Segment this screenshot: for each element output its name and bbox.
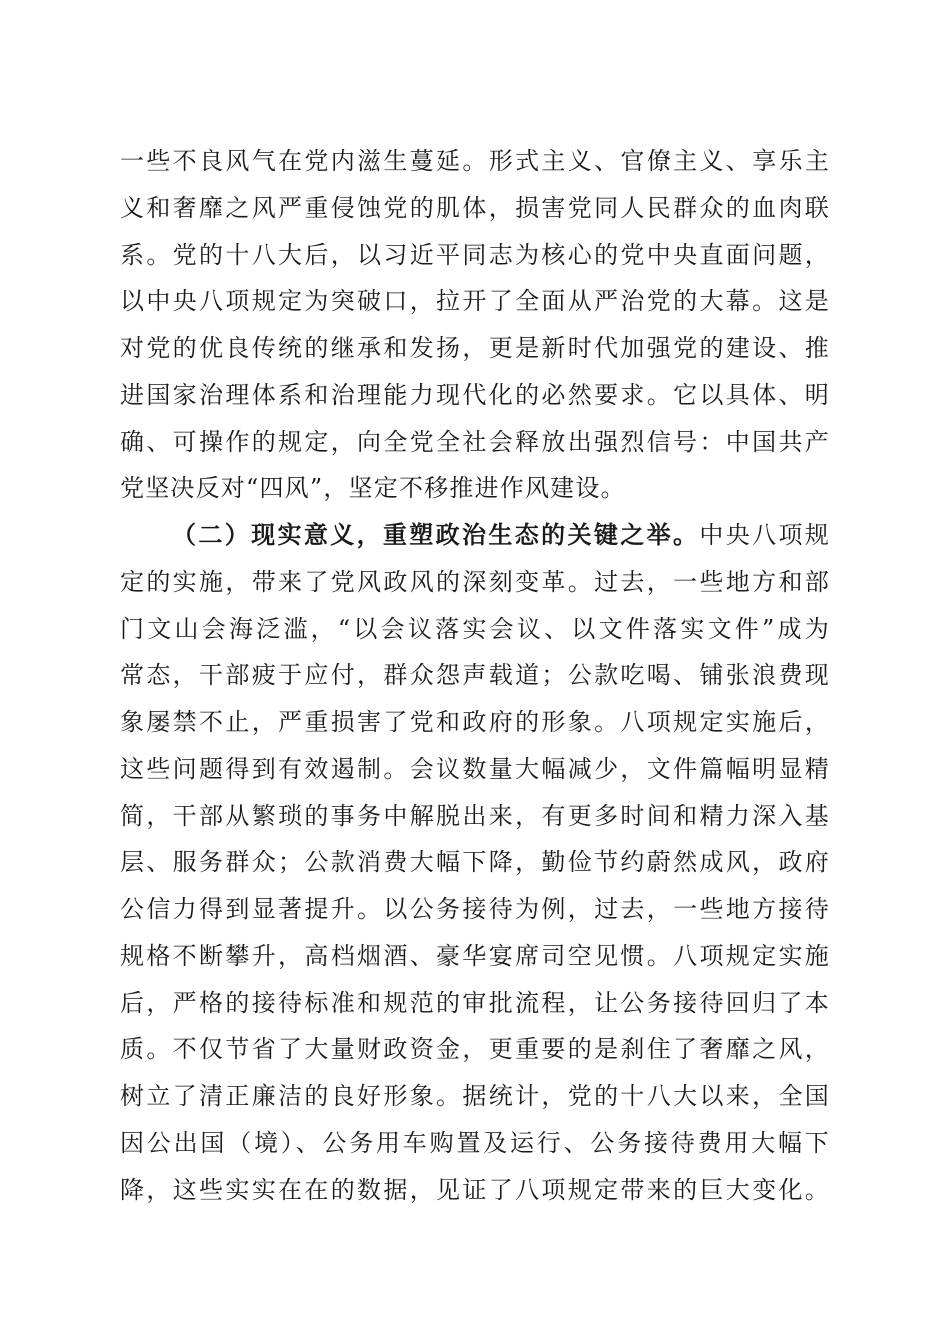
paragraph-line: 定的实施，带来了党风政风的深刻变革。过去，一些地方和部 bbox=[120, 568, 830, 596]
paragraph-line: 系。党的十八大后，以习近平同志为核心的党中央直面问题， bbox=[120, 241, 830, 269]
paragraph-line: 确、可操作的规定，向全党全社会释放出强烈信号：中国共产 bbox=[120, 428, 830, 456]
paragraph-line: 党坚决反对“四风”，坚定不移推进作风建设。 bbox=[120, 474, 626, 502]
paragraph-line: 这些问题得到有效遏制。会议数量大幅减少，文件篇幅明显精 bbox=[120, 755, 830, 783]
paragraph-line: 公信力得到显著提升。以公务接待为例，过去，一些地方接待 bbox=[120, 895, 830, 923]
paragraph-line: 一些不良风气在党内滋生蔓延。形式主义、官僚主义、享乐主 bbox=[120, 147, 830, 175]
paragraph-line: 象屡禁不止，严重损害了党和政府的形象。八项规定实施后， bbox=[120, 708, 830, 736]
paragraph-line: 后，严格的接待标准和规范的审批流程，让公务接待回归了本 bbox=[120, 989, 830, 1017]
paragraph-line: 因公出国（境）、公务用车购置及运行、公务接待费用大幅下 bbox=[120, 1129, 830, 1157]
paragraph-line: 以中央八项规定为突破口，拉开了全面从严治党的大幕。这是 bbox=[120, 287, 830, 315]
paragraph-line: 简，干部从繁琐的事务中解脱出来，有更多时间和精力深入基 bbox=[120, 802, 830, 830]
paragraph-line: 层、服务群众；公款消费大幅下降，勤俭节约蔚然成风，政府 bbox=[120, 848, 830, 876]
paragraph-line: 降，这些实实在在的数据，见证了八项规定带来的巨大变化。 bbox=[120, 1176, 830, 1204]
paragraph-line: 常态，干部疲于应付，群众怨声载道；公款吃喝、铺张浪费现 bbox=[120, 661, 830, 689]
paragraph-line: 质。不仅节省了大量财政资金，更重要的是刹住了奢靡之风， bbox=[120, 1035, 830, 1063]
first-line-text: 中央八项规 bbox=[699, 521, 831, 549]
section-heading: （二）现实意义，重塑政治生态的关键之举。 bbox=[172, 520, 700, 549]
paragraph-line: 义和奢靡之风严重侵蚀党的肌体，损害党同人民群众的血肉联 bbox=[120, 194, 830, 222]
paragraph-line: 规格不断攀升，高档烟酒、豪华宴席司空见惯。八项规定实施 bbox=[120, 942, 830, 970]
paragraph-line: 对党的优良传统的继承和发扬，更是新时代加强党的建设、推 bbox=[120, 334, 830, 362]
paragraph-line: 门文山会海泛滥，“以会议落实会议、以文件落实文件”成为 bbox=[120, 615, 830, 643]
paragraph-line: 进国家治理体系和治理能力现代化的必然要求。它以具体、明 bbox=[120, 381, 830, 409]
paragraph-line: 树立了清正廉洁的良好形象。据统计，党的十八大以来，全国 bbox=[120, 1082, 830, 1110]
paragraph-first-line bbox=[172, 519, 830, 551]
